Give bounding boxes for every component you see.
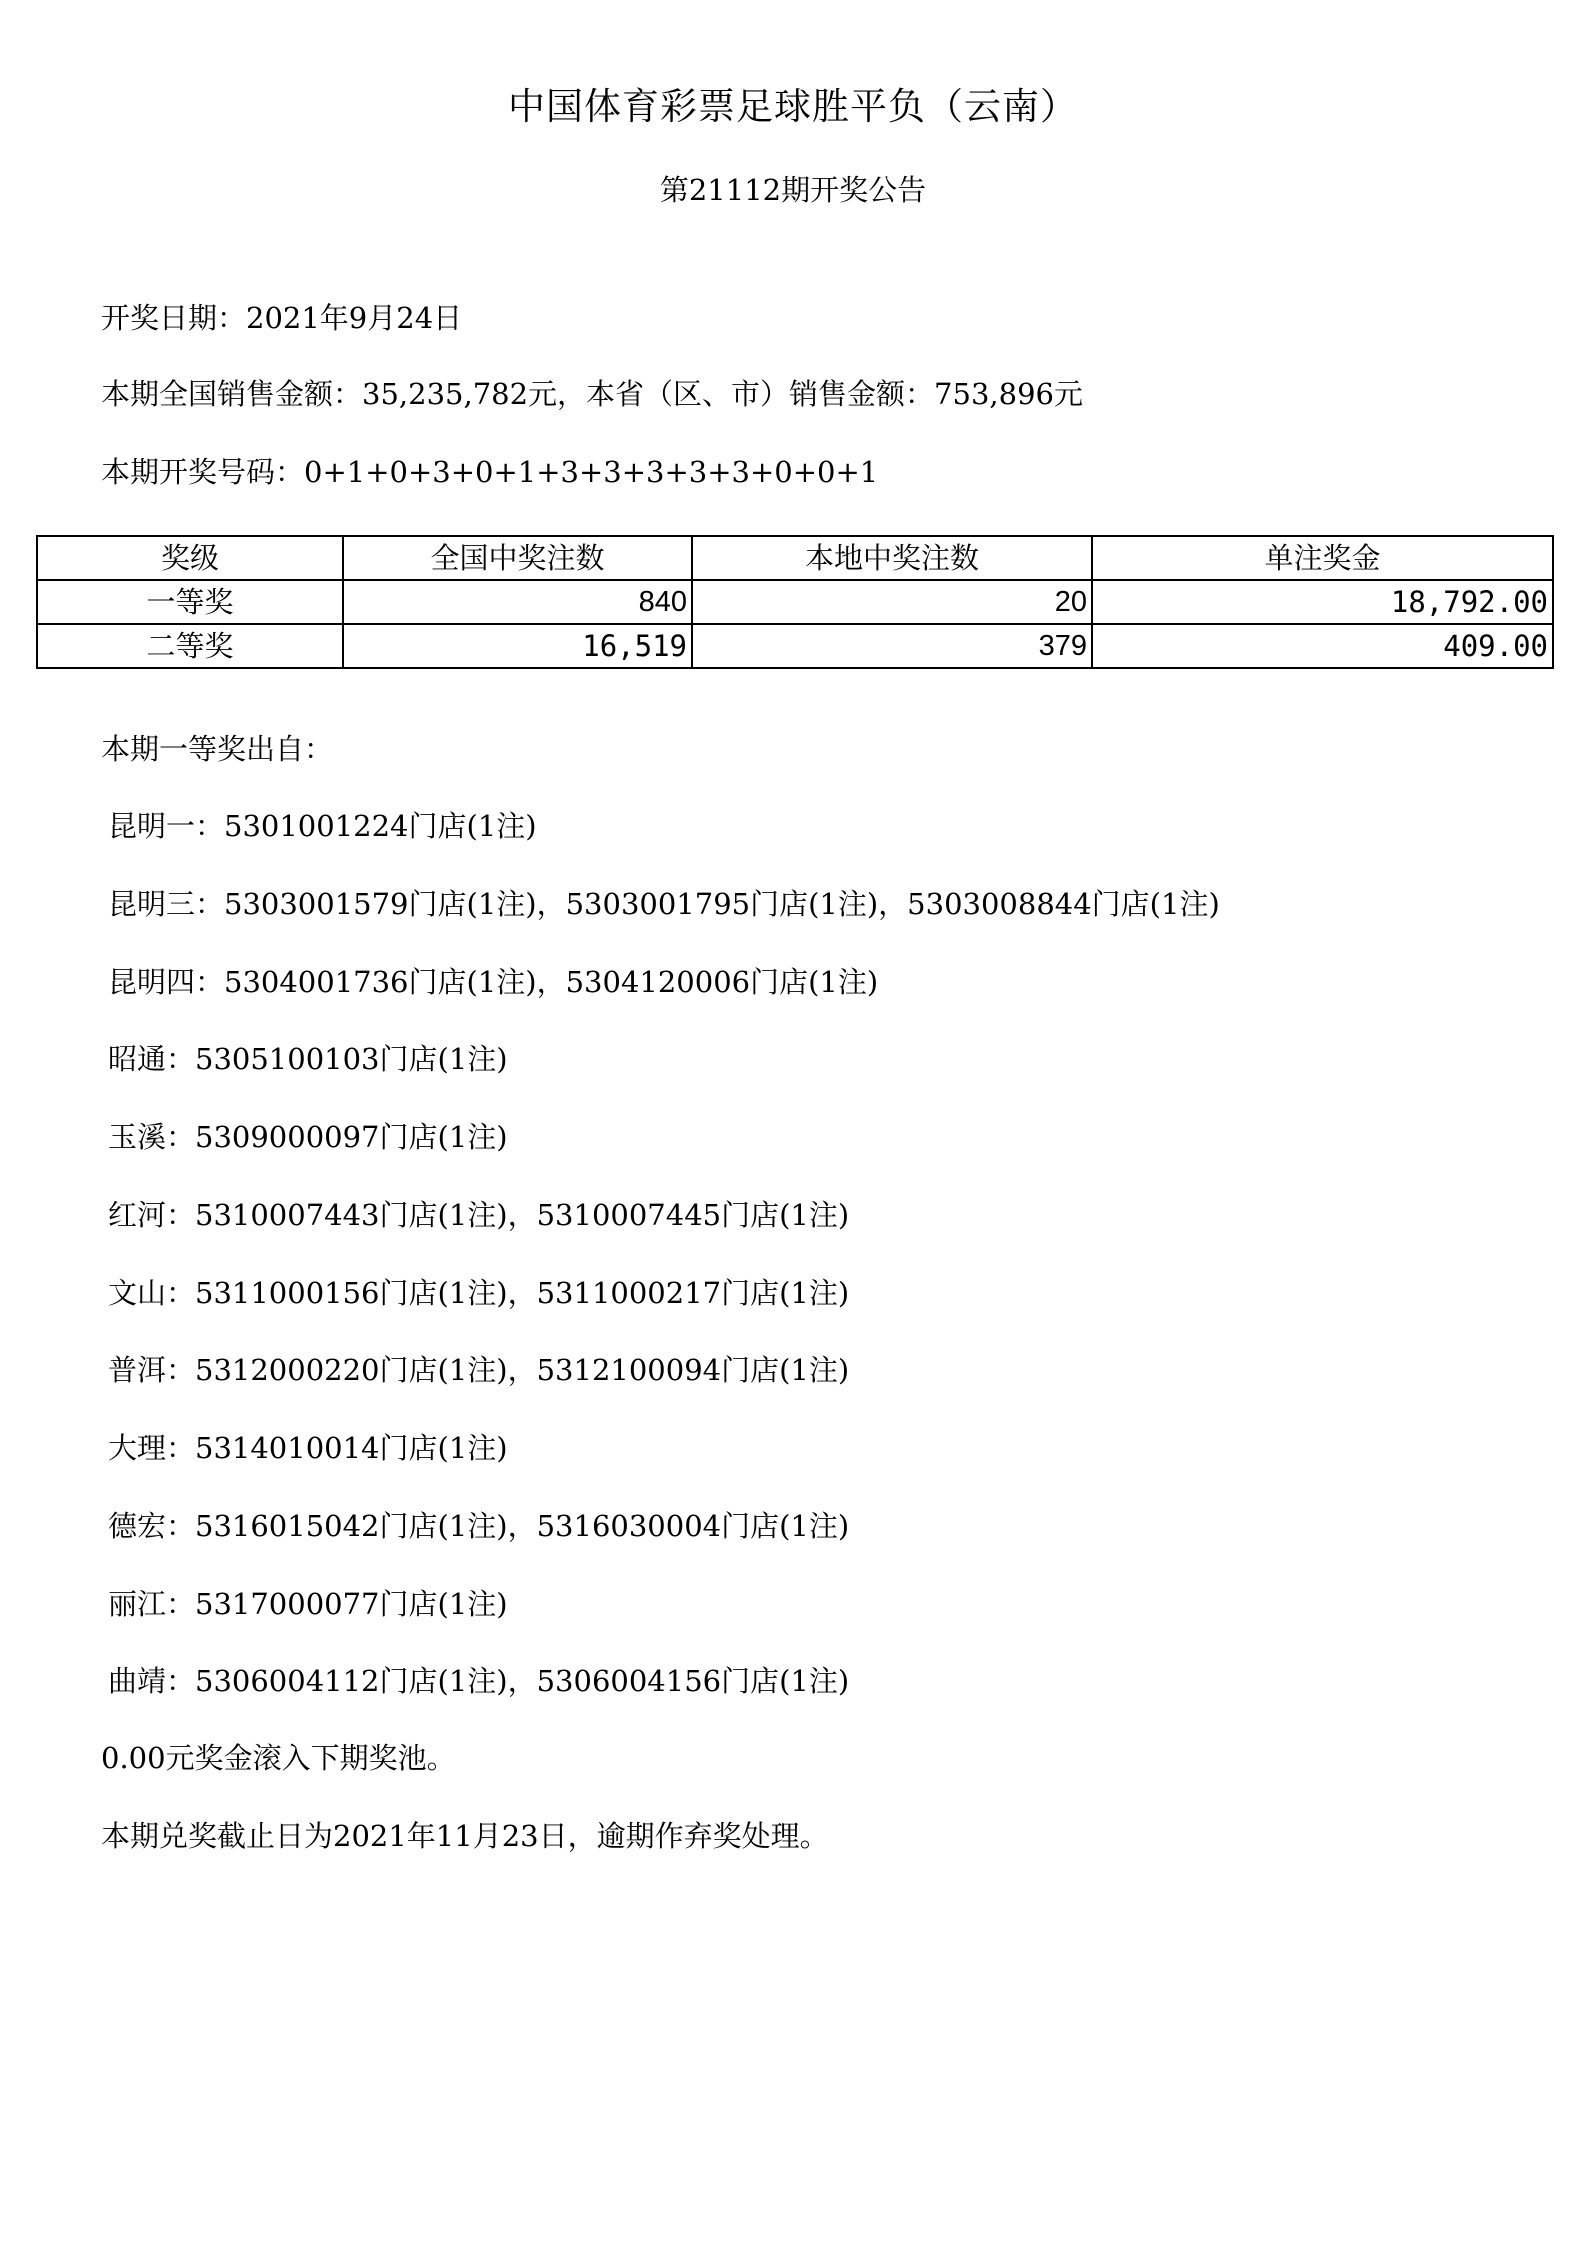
header-level: 奖级 bbox=[37, 536, 343, 580]
prize-level: 二等奖 bbox=[37, 624, 343, 668]
prize-level: 一等奖 bbox=[37, 580, 343, 624]
rollover-note: 0.00元奖金滚入下期奖池。 bbox=[101, 1741, 456, 1775]
winner-line: 普洱：5312000220门店(1注)，5312100094门店(1注) bbox=[108, 1353, 850, 1387]
sales-amount: 本期全国销售金额：35,235,782元，本省（区、市）销售金额：753,896元 bbox=[101, 377, 1083, 411]
winner-line: 昆明一：5301001224门店(1注) bbox=[108, 809, 537, 843]
winner-line: 文山：5311000156门店(1注)，5311000217门店(1注) bbox=[108, 1276, 850, 1310]
prize-table bbox=[36, 535, 1554, 669]
winner-line: 昆明四：5304001736门店(1注)，5304120006门店(1注) bbox=[108, 965, 879, 999]
prize-amount: 409.00 bbox=[1092, 624, 1553, 668]
table-row bbox=[37, 580, 1553, 624]
winner-line: 玉溪：5309000097门店(1注) bbox=[108, 1120, 508, 1154]
deadline-note: 本期兑奖截止日为2021年11月23日，逾期作弃奖处理。 bbox=[101, 1819, 829, 1853]
winner-line: 大理：5314010014门店(1注) bbox=[108, 1431, 508, 1465]
winners-intro: 本期一等奖出自： bbox=[101, 732, 334, 766]
draw-date: 开奖日期：2021年9月24日 bbox=[101, 301, 463, 335]
page-title: 中国体育彩票足球胜平负（云南） bbox=[508, 85, 1078, 128]
header-national-count: 全国中奖注数 bbox=[343, 536, 692, 580]
winner-line: 昭通：5305100103门店(1注) bbox=[108, 1042, 508, 1076]
local-count: 379 bbox=[692, 624, 1092, 668]
national-count: 16,519 bbox=[343, 624, 692, 668]
header-prize-amount: 单注奖金 bbox=[1092, 536, 1553, 580]
table-header-row bbox=[37, 536, 1553, 580]
draw-numbers: 本期开奖号码：0+1+0+3+0+1+3+3+3+3+3+0+0+1 bbox=[101, 455, 879, 489]
winner-line: 德宏：5316015042门店(1注)，5316030004门店(1注) bbox=[108, 1509, 850, 1543]
winner-line: 曲靖：5306004112门店(1注)，5306004156门店(1注) bbox=[108, 1664, 850, 1698]
winner-line: 丽江：5317000077门店(1注) bbox=[108, 1587, 508, 1621]
prize-amount: 18,792.00 bbox=[1092, 580, 1553, 624]
winner-line: 红河：5310007443门店(1注)，5310007445门店(1注) bbox=[108, 1198, 850, 1232]
local-count: 20 bbox=[692, 580, 1092, 624]
header-local-count: 本地中奖注数 bbox=[692, 536, 1092, 580]
table-row bbox=[37, 624, 1553, 668]
page-subtitle: 第21112期开奖公告 bbox=[659, 173, 927, 207]
winner-line: 昆明三：5303001579门店(1注)，5303001795门店(1注)，5303008844门店(1注) bbox=[108, 887, 1220, 921]
national-count: 840 bbox=[343, 580, 692, 624]
